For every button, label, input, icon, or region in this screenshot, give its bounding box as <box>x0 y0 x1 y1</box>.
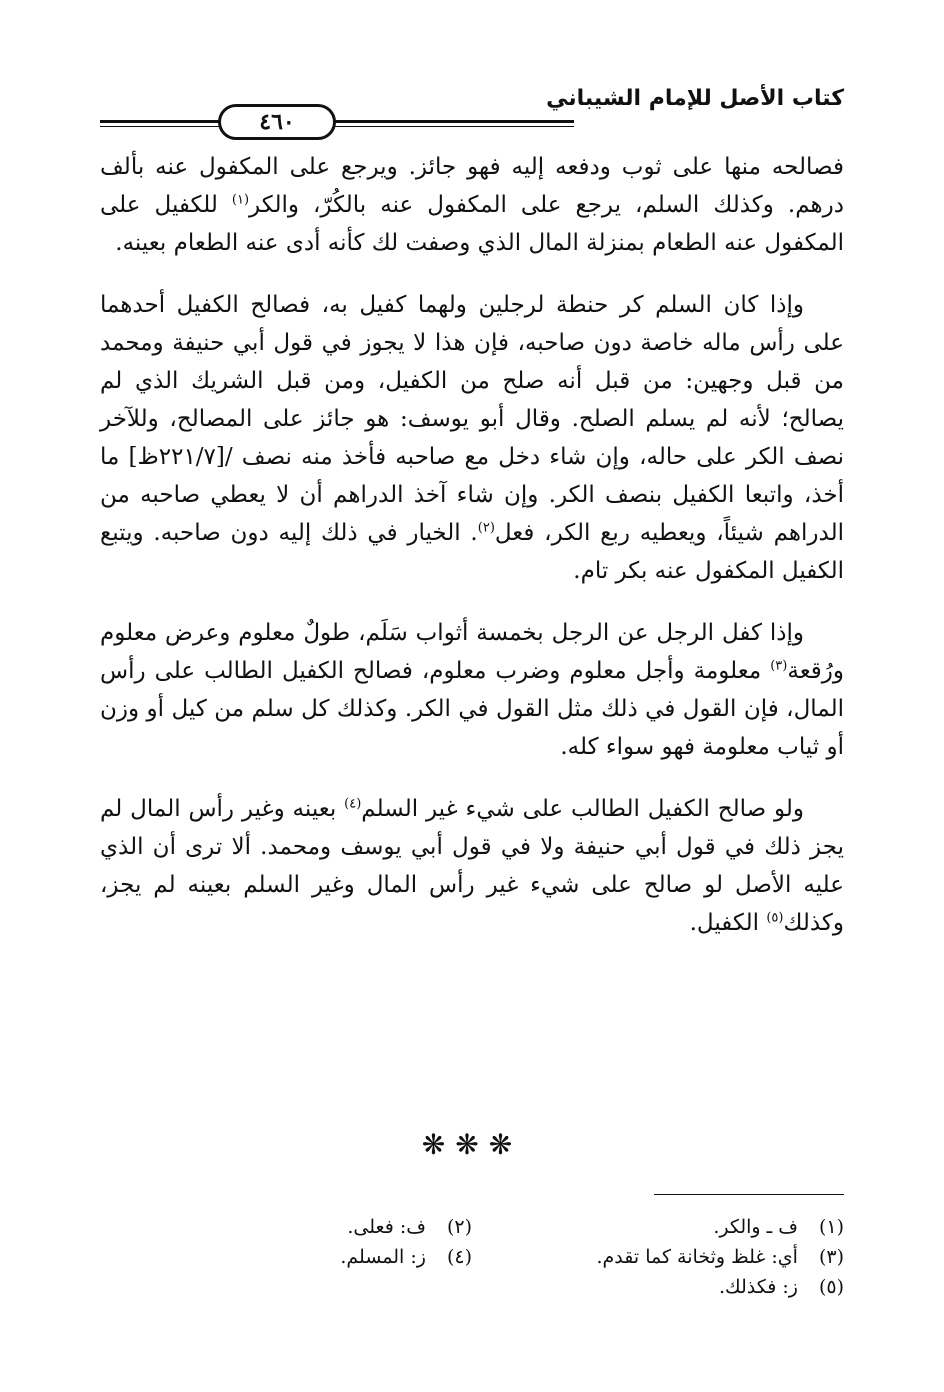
header-rule-thin <box>100 126 574 127</box>
footnote-number: (٥) <box>818 1276 844 1298</box>
text-run: معلومة وأجل معلوم وضرب معلوم، فصالح الكفيل الطالب على رأس المال، فإن القول في ذلك مثل القول في الكر. وكذلك كل سلم من كيل أو وزن أو ثياب معلومة فهو سواء كله. <box>100 658 844 760</box>
text-run: بعينه وغير رأس المال لم يجز ذلك في قول أبي حنيفة ولا في قول أبي يوسف ومحمد. ألا ترى أن الذي عليه الأصل لو صالح على شيء غير رأس المال وغير السلم بعينه لم يجز، وكذلك <box>100 796 844 936</box>
footnote-number: (٢) <box>446 1216 472 1238</box>
page-header <box>100 80 844 135</box>
footnote-2 <box>100 1212 472 1242</box>
footnote-text: أي: غلظ وثخانة كما تقدم. <box>596 1246 798 1268</box>
footnote-ref-5: (٥) <box>766 910 784 926</box>
text-run: الكفيل. <box>689 910 767 936</box>
paragraph-3 <box>100 614 844 766</box>
footnote-ref-2: (٢) <box>477 520 495 536</box>
header-rule <box>100 120 574 123</box>
footnote-3 <box>472 1242 844 1272</box>
footnote-text: ف: فعلى. <box>347 1216 426 1238</box>
footnote-1 <box>472 1212 844 1242</box>
text-run: ولو صالح الكفيل الطالب على شيء غير السلم <box>361 796 804 822</box>
footnote-text: ز: المسلم. <box>340 1246 426 1268</box>
book-title: كتاب الأصل للإمام الشيباني <box>546 86 844 111</box>
footnote-row <box>100 1242 844 1272</box>
footnote-text: ز: فكذلك. <box>718 1276 798 1298</box>
footnote-ref-4: (٤) <box>344 796 362 812</box>
footnote-5 <box>472 1272 844 1302</box>
page-number-badge <box>218 104 336 140</box>
page-number: ٤٦٠ <box>259 109 295 135</box>
footnote-row <box>100 1212 844 1242</box>
text-run: فصالحه منها على ثوب ودفعه إليه فهو جائز. ويرجع على المكفول عنه بألف درهم. وكذلك السلم، يرجع على المكفول عنه بالكُرّ، والكر <box>100 154 844 218</box>
footnote-number: (٣) <box>818 1246 844 1268</box>
paragraph-2 <box>100 286 844 590</box>
text-run: وإذا كفل الرجل عن الرجل بخمسة أثواب سَلَم، طولٌ معلوم وعرض معلوم ورُقعة <box>100 620 844 684</box>
footnote-text: ف ـ والكر. <box>713 1216 798 1238</box>
text-run: . الخيار في ذلك إليه دون صاحبه. ويتبع الكفيل المكفول عنه بكر تام. <box>100 520 844 584</box>
main-text <box>100 148 844 966</box>
footnote-ref-3: (٣) <box>770 658 788 674</box>
footnote-ref-1: (١) <box>231 192 250 208</box>
section-separator: ❋❋❋ <box>421 1128 523 1161</box>
footnotes <box>100 1212 844 1302</box>
text-run: للكفيل على المكفول عنه الطعام بمنزلة المال الذي وصفت لك كأنه أدى عنه الطعام بعينه. <box>100 192 844 256</box>
text-run: وإذا كان السلم كر حنطة لرجلين ولهما كفيل به، فصالح الكفيل أحدهما على رأس ماله خاصة دون صاحبه، فإن هذا لا يجوز في قول أبي حنيفة ومحمد من قبل وجهين: من قبل أنه صلح من الكفيل، ومن قبل الشريك الذي لم يصالح؛ لأنه لم يسلم الصلح. وقال أبو يوسف: هو جائز على المصالح، وللآخر نصف الكر على حاله، وإن شاء دخل مع صاحبه فأخذ منه نصف /[٢٢١/٧ظ] ما أخذ، واتبعا الكفيل بنصف الكر. وإن شاء آخذ الدراهم أن لا يعطي صاحبه من الدراهم شيئاً، ويعطيه ربع الكر، فعل <box>100 292 844 546</box>
footnote-number: (١) <box>818 1216 844 1238</box>
paragraph-4 <box>100 790 844 942</box>
footnote-number: (٤) <box>446 1246 472 1268</box>
paragraph-1 <box>100 148 844 262</box>
footnote-rule <box>654 1194 844 1195</box>
footnote-4 <box>100 1242 472 1272</box>
footnote-row <box>100 1272 844 1302</box>
